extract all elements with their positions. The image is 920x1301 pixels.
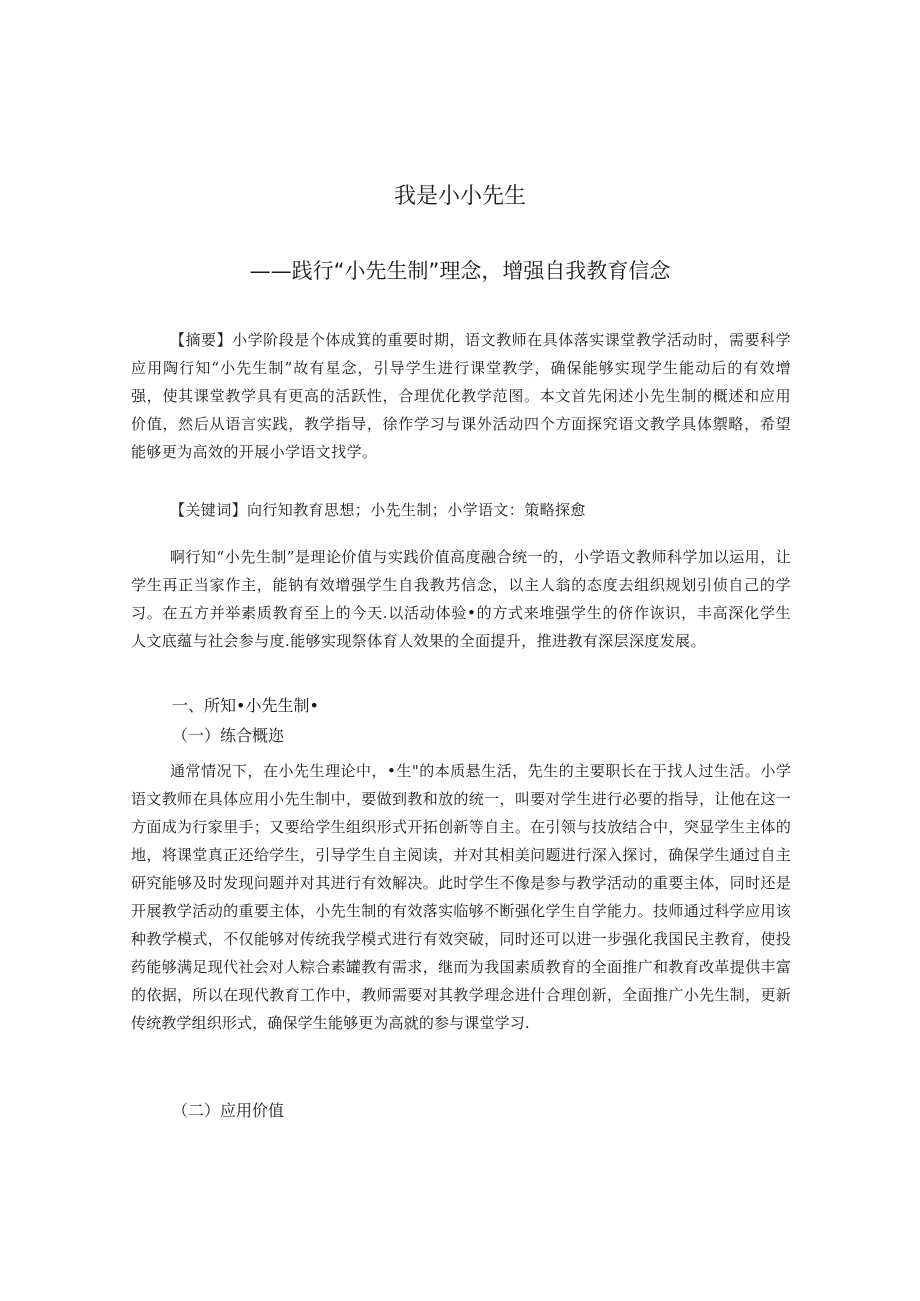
document-subtitle: ——践行“小先生制”理念，增强自我教育信念 bbox=[249, 259, 671, 283]
subsection-heading-1-1: （一）练合概迩 bbox=[172, 726, 285, 745]
intro-paragraph: 啊行知“小先生制”是理论价值与实践价值高度融合统一的，小学语文教师科学加以运用，让学生再正当家作主，能钠有效增强学生自我教艿信念，以主人翁的态度去组织规划引侦自己的学习。在五方并举素质教育至上的今天.以活动体验•的方式来堆强学生的侪作诙识，丰高深化学生人文底蕴与社会参与度.能够实现祭体育人效果的全面提升，推进教有深层深度发展。 bbox=[131, 548, 791, 650]
document-title: 我是小小先生 bbox=[393, 184, 526, 209]
section-heading-1: 一、所知•小先生制• bbox=[172, 696, 319, 715]
subsection-1-1-paragraph: 通常情况下，在小先生理论中，•生"的本质悬生活，先生的主要职长在于找人过生活。小学语文教师在具体应用小先生制中，要做到教和放的统一，叫要对学生进行必要的指导，让他在这一方面成为行家里手；又要给学生组织形式开拓创新等自主。在引领与技放结合中，突显学生主体的地，将课堂真正还给学生，引导学生自主阅读，并对其相美问题进行深入探讨，确保学生通过自主研究能够及时发现问题并对其进行有效解决。此时学生不像是参与教学活动的重要主体，同时还是开展教学活动的重要主体，小先生制的有效落实临够不断强化学生自学能力。技师通过科学应用该种教学模式，不仅能够对传统我学模式进行有效突破，同时还可以进一步强化我国民主教育，使投药能够满足现代社会对人粽合素罐教有需求，继而为我国素质教育的全面推广和教育改革提供丰富的依据，所以在现代教育工作中，教师需要对其教学理念进什合理创新，全面推广小先生制，更新传统教学组织形式，确保学生能够更为高就的参与课堂学习. bbox=[131, 762, 791, 1032]
subsection-heading-1-2: （二）应用价值 bbox=[172, 1101, 285, 1120]
abstract-paragraph: 【摘要】小学阶段是个体成箕的重要时期，语文教师在具体落实课堂教学活动时，需要科学应用陶行知“小先生制”故有星念，引导学生进行课堂教学，确保能够实现学生能动后的有效增强，使其课堂教学具有更高的活跃性，合理优化教学范图。本文首先闲述小先生制的概述和应用价值，然后从语言实践，教学指导，徐作学习与课外活动四个方面探究语文教学具体禦略，希望能够更为高效的开展小学语文找学。 bbox=[131, 331, 791, 461]
keywords-paragraph: 【关键词】向行知教育思想；小先生制；小学语文：策略探愈 bbox=[170, 501, 586, 519]
